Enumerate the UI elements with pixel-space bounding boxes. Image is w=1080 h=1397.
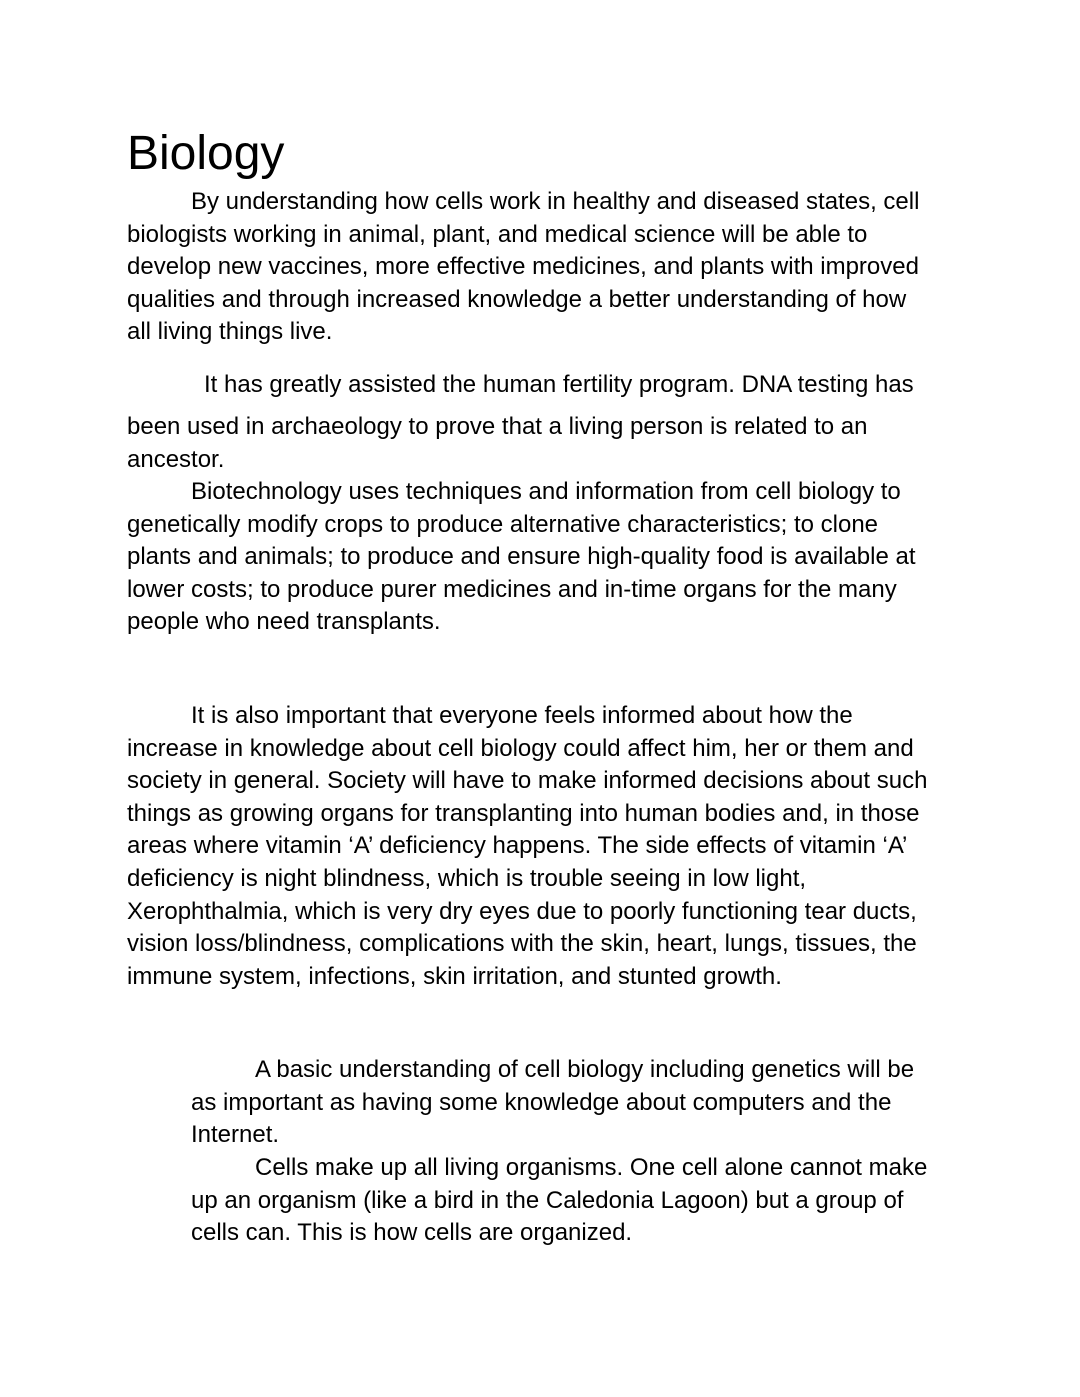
paragraph-biotechnology (127, 476, 916, 639)
paragraph-line: Internet. (191, 1121, 280, 1149)
paragraph-line: immune system, infections, skin irritation, and stunted growth. (127, 962, 782, 990)
paragraph-line: been used in archaeology to prove that a living person is related to an (127, 413, 868, 440)
paragraph-line: cells can. This is how cells are organized. (191, 1219, 633, 1247)
paragraph-line: A basic understanding of cell biology including genetics will be (255, 1056, 915, 1083)
page-title: Biology (127, 127, 285, 180)
paragraph-line: vision loss/blindness, complications with the skin, heart, lungs, tissues, the (127, 930, 917, 958)
paragraph-fertility-dna-first-line (204, 369, 914, 402)
paragraph-line: ancestor. (127, 445, 225, 473)
paragraph-line: It is also important that everyone feels informed about how the (191, 702, 853, 729)
paragraph-line: lower costs; to produce purer medicines and in-time organs for the many (127, 575, 897, 603)
paragraph-line: develop new vaccines, more effective medicines, and plants with improved (127, 253, 919, 281)
paragraph-line: Biotechnology uses techniques and information from cell biology to (191, 478, 901, 505)
paragraph-line: areas where vitamin ‘A’ deficiency happens. The side effects of vitamin ‘A’ (127, 832, 908, 860)
paragraph-informed-society (127, 700, 927, 993)
paragraph-line: up an organism (like a bird in the Caledonia Lagoon) but a group of (191, 1186, 904, 1214)
paragraph-line: genetically modify crops to produce alternative characteristics; to clone (127, 510, 879, 538)
paragraph-line: By understanding how cells work in healthy and diseased states, cell (191, 188, 920, 215)
paragraph-line: people who need transplants. (127, 608, 441, 636)
paragraph-line: Xerophthalmia, which is very dry eyes due to poorly functioning tear ducts, (127, 897, 917, 925)
paragraph-line: biologists working in animal, plant, and medical science will be able to (127, 220, 868, 248)
paragraph-line: It has greatly assisted the human fertility program. DNA testing has (204, 371, 914, 398)
paragraph-line: things as growing organs for transplanting into human bodies and, in those (127, 799, 920, 827)
paragraph-line: qualities and through increased knowledge a better understanding of how (127, 285, 907, 313)
paragraph-line: deficiency is night blindness, which is trouble seeing in low light, (127, 864, 807, 892)
paragraph-line: all living things live. (127, 318, 333, 346)
paragraph-fertility-dna (127, 411, 867, 476)
paragraph-line: increase in knowledge about cell biology could affect him, her or them and (127, 734, 914, 762)
paragraph-line: as important as having some knowledge about computers and the (191, 1088, 892, 1116)
paragraph-line: society in general. Society will have to make informed decisions about such (127, 767, 928, 795)
paragraph-cells-organisms (191, 1152, 927, 1250)
paragraph-line: Cells make up all living organisms. One cell alone cannot make (255, 1154, 928, 1181)
paragraph-line: plants and animals; to produce and ensure high-quality food is available at (127, 543, 916, 571)
paragraph-basic-understanding (191, 1054, 914, 1152)
paragraph-cell-biology-benefits (127, 186, 919, 349)
